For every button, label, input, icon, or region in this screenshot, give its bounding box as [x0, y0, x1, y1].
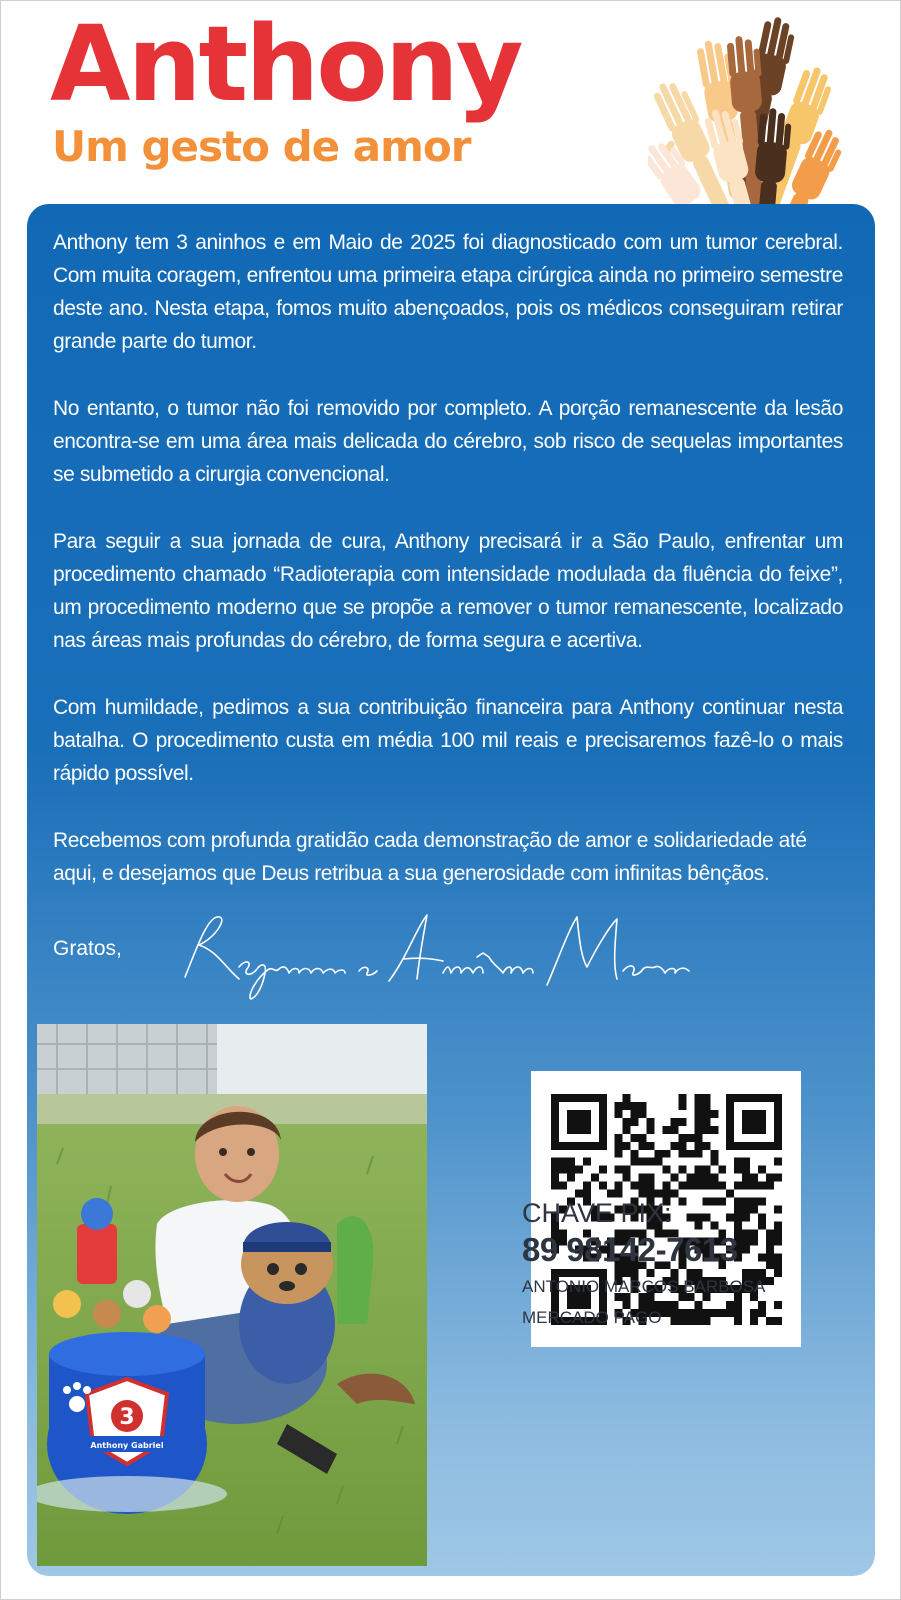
story-paragraph-1: Anthony tem 3 aninhos e em Maio de 2025 foi diagnosticado com um tumor cerebral. Com muita coragem, enfrentou uma primeira etapa cirúrgica ainda no primeiro semestre deste ano. Nesta etapa, fomos muito abençoados, pois os médicos conseguiram retirar grande parte do tumor.	[53, 231, 843, 353]
story-paragraph-3: Para seguir a sua jornada de cura, Anthony precisará ir a São Paulo, enfrentar um procedimento chamado “Radioterapia com intensidade modulada da fluência do feixe”, um procedimento moderno que se propõe a remover o tumor remanescente, localizado nas áreas mais profundas do cérebro, de forma segura e acertiva.	[53, 530, 843, 652]
story-panel	[27, 204, 875, 1576]
story-text	[53, 226, 843, 924]
pix-account-name: ANTONIO MARCOS BARBOSA	[522, 1277, 766, 1296]
page-subtitle: Um gesto de amor	[52, 122, 471, 171]
closing-text: Gratos,	[53, 937, 122, 960]
handwritten-signature	[177, 907, 697, 1007]
cake-name: Anthony Gabriel	[90, 1441, 164, 1450]
pix-key[interactable]: 89 98142-7613	[522, 1231, 738, 1268]
page-title: Anthony	[50, 3, 521, 125]
pix-bank: MERCADO PAGO	[522, 1308, 662, 1327]
cake-number: 3	[119, 1405, 135, 1430]
pix-info	[522, 1197, 765, 1333]
story-paragraph-2: No entanto, o tumor não foi removido por completo. A porção remanescente da lesão encontra-se em uma área mais delicada do cérebro, sob risco de sequelas importantes se submetido a cirurgia convencional.	[53, 397, 843, 486]
raised-hands-icon	[648, 12, 848, 212]
child-photo	[37, 1024, 427, 1566]
pix-label: CHAVE PIX:	[522, 1198, 672, 1228]
story-paragraph-5: Recebemos com profunda gratidão cada demonstração de amor e solidariedade até aqui, e desejamos que Deus retribua a sua generosidade com infinitas bênçãos.	[53, 829, 807, 885]
story-paragraph-4: Com humildade, pedimos a sua contribuição financeira para Anthony continuar nesta batalha. O procedimento custa em média 100 mil reais e precisaremos fazê-lo o mais rápido possível.	[53, 696, 843, 785]
